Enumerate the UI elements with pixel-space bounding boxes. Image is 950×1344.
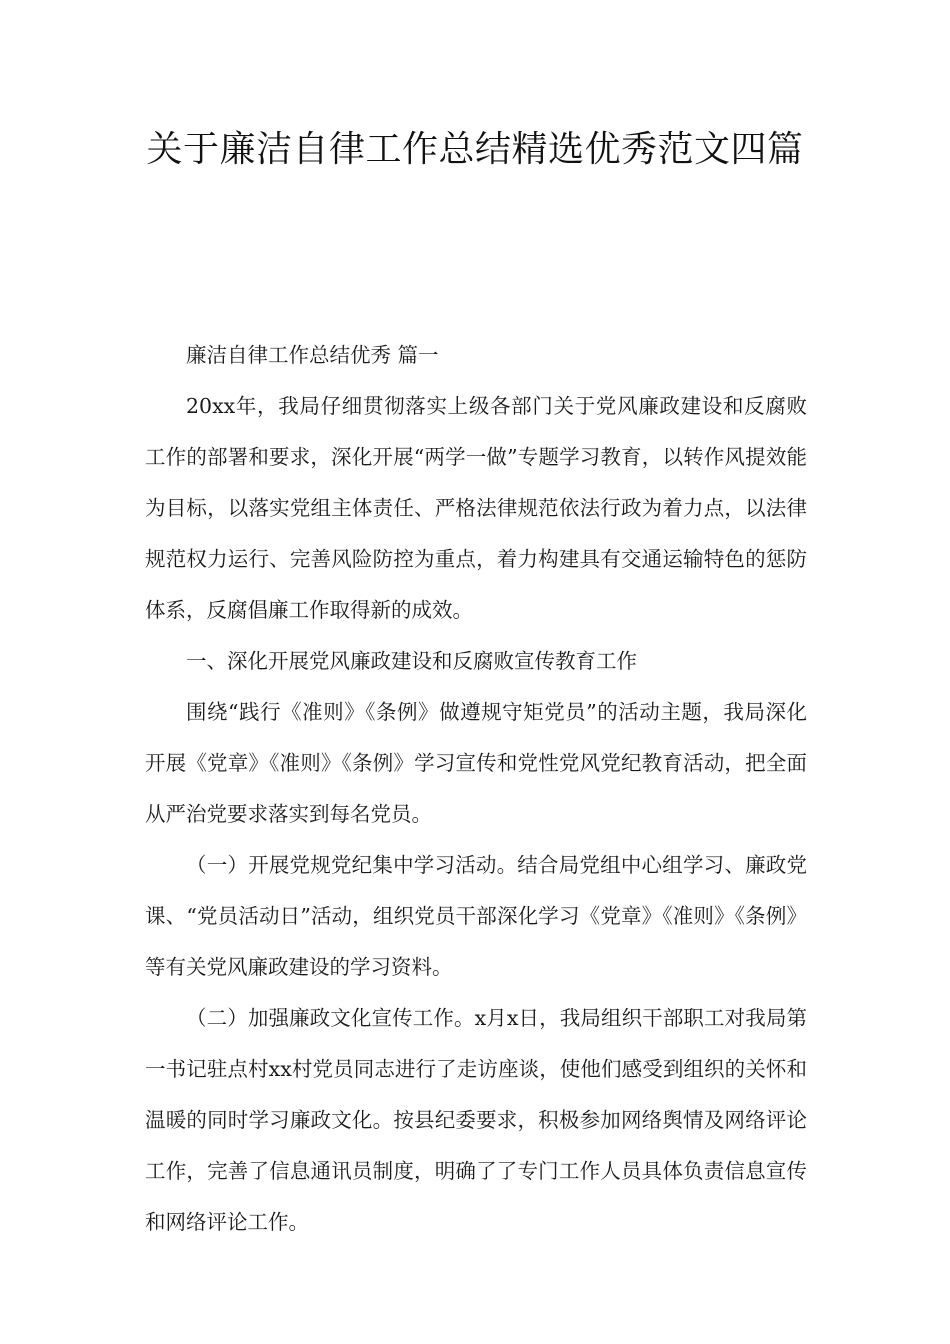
section-heading-part-one: 廉洁自律工作总结优秀 篇一: [186, 343, 439, 367]
body-paragraph-intro: 20xx年，我局仔细贯彻落实上级各部门关于党风廉政建设和反腐败工作的部署和要求，深化开展“两学一做”专题学习教育，以转作风提效能为目标，以落实党组主体责任、严格法律规范依法行政为着力点，以法律规范权力运行、完善风险防控为重点，着力构建具有交通运输特色的惩防体系，反腐倡廉工作取得新的成效。: [145, 394, 807, 622]
body-paragraph-item-1: （一）开展党规党纪集中学习活动。结合局党组中心组学习、廉政党课、“党员活动日”活动，组织党员干部深化学习《党章》《准则》《条例》等有关党风廉政建设的学习资料。: [145, 853, 807, 979]
section-heading-one: 一、深化开展党风廉政建设和反腐败宣传教育工作: [186, 649, 637, 673]
document-body: [145, 330, 807, 1248]
body-paragraph-theme: 围绕“践行《准则》《条例》做遵规守矩党员”的活动主题，我局深化开展《党章》《准则》《条例》学习宣传和党性党风党纪教育活动，把全面从严治党要求落实到每名党员。: [145, 700, 807, 826]
document-title: 关于廉洁自律工作总结精选优秀范文四篇: [146, 129, 804, 170]
body-paragraph-item-2: （二）加强廉政文化宣传工作。x月x日，我局组织干部职工对我局第一书记驻点村xx村党员同志进行了走访座谈，使他们感受到组织的关怀和温暖的同时学习廉政文化。按县纪委要求，积极参加网络舆情及网络评论工作，完善了信息通讯员制度，明确了了专门工作人员具体负责信息宣传和网络评论工作。: [145, 1006, 807, 1234]
